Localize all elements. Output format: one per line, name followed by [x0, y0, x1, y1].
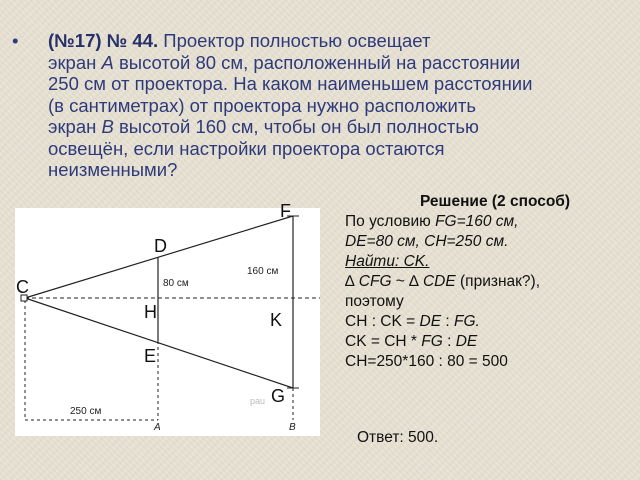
label-160: 160 см [247, 266, 279, 277]
problem-line: неизменными? [48, 159, 178, 180]
solution-title: Решение (2 способ) [419, 193, 571, 210]
bullet: • [12, 30, 19, 51]
projector-box [21, 295, 27, 301]
figure-svg [15, 208, 320, 436]
answer-text: Ответ: 500. [357, 429, 439, 446]
solution-find: Найти: CK. [345, 253, 430, 270]
solution-condition-rest: DE=80 см, CH=250 см. [345, 233, 509, 250]
label-screen-b: B [289, 422, 296, 433]
problem-text [28, 30, 613, 181]
label-250: 250 см [70, 406, 102, 417]
screen-a-ref: A [101, 51, 114, 73]
solution-calculation: CH=250*160 : 80 = 500 [345, 353, 508, 370]
label-screen-a: A [154, 422, 161, 433]
problem-statement [12, 30, 613, 181]
solution-similarity: ∆ CFG ~ ∆ CDE (признак?), [345, 273, 541, 290]
point-c: C [16, 277, 29, 297]
problem-number: (№17) № 44. [48, 30, 159, 51]
ray-cf [25, 216, 293, 298]
problem-line: (№17) № 44. Проектор полностью освещает [48, 30, 431, 51]
point-g: G [271, 386, 286, 406]
solution-condition: По условию FG=160 см, [345, 213, 519, 230]
point-h: H [144, 302, 157, 322]
solution-block [345, 192, 635, 372]
point-e: E [144, 346, 157, 366]
point-k: K [270, 310, 283, 330]
solution-ck-expression: CK = CH * FG : DE [345, 333, 478, 350]
problem-line: (в сантиметрах) от проектора нужно расположить [48, 94, 476, 116]
ray-cg [25, 298, 293, 388]
screen-b-ref: B [101, 116, 114, 137]
solution-therefore: поэтому [345, 293, 404, 310]
problem-line: 250 см от проектора. На каком наименьшем расстоянии [48, 73, 533, 94]
problem-line: освещён, если настройки проектора остаются [48, 137, 445, 159]
watermark-text: pau [250, 396, 266, 406]
problem-line: экран A высотой 80 см, расположенный на расстоянии [48, 51, 521, 73]
point-f: F [280, 201, 291, 221]
solution-ratio: CH : CK = DE : FG. [345, 313, 480, 330]
problem-line: экран B высотой 160 см, чтобы он был полностью [48, 116, 479, 137]
label-80: 80 см [163, 278, 189, 289]
point-d: D [154, 236, 167, 256]
geometry-figure [15, 208, 320, 436]
